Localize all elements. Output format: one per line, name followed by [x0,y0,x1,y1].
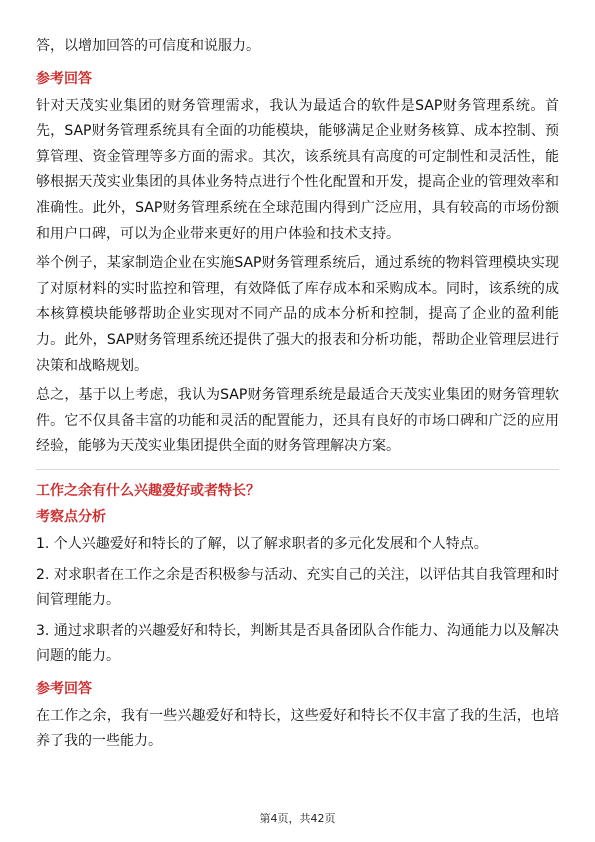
analysis-point-1: 1. 个人兴趣爱好和特长的了解，以了解求职者的多元化发展和个人特点。 [36,535,488,552]
section-divider [36,469,559,470]
answer-paragraph-1: 针对天茂实业集团的财务管理需求，我认为最适合的软件是SAP财务管理系统。首先，SAP财务管理系统具有全面的功能模块，能够满足企业财务核算、成本控制、预算管理、资金管理等多方面的需求。其次，该系统具有高度的可定制性和灵活性，能够根据天茂实业集团的具体业务特点进行个性化配置和开发，提高企业的管理效率和准确性。此外，SAP财务管理系统在全球范围内得到广泛应用，具有较高的市场份额和用户口碑，可以为企业带来更好的用户体验和技术支持。 [36,97,559,242]
answer-paragraph-2: 举个例子，某家制造企业在实施SAP财务管理系统后，通过系统的物料管理模块实现了对原材料的实时监控和管理，有效降低了库存成本和采购成本。同时，该系统的成本核算模块能够帮助企业实现对不同产品的成本分析和控制，提高了企业的盈利能力。此外，SAP财务管理系统还提供了强大的报表和分析功能，帮助企业管理层进行决策和战略规划。 [36,255,559,374]
answer-paragraph-4: 在工作之余，我有一些兴趣爱好和特长，这些爱好和特长不仅丰富了我的生活，也培养了我的一些能力。 [36,707,559,750]
page-number: 第4页，共42页 [259,812,336,825]
analysis-point-3: 3. 通过求职者的兴趣爱好和特长，判断其是否具备团队合作能力、沟通能力以及解决问题的能力。 [36,622,559,665]
intro-text: 答，以增加回答的可信度和说服力。 [36,38,260,54]
question-heading: 工作之余有什么兴趣爱好或者特长？ [36,482,260,499]
answer-paragraph-3: 总之，基于以上考虑，我认为SAP财务管理系统是最适合天茂实业集团的财务管理软件。它不仅具备丰富的功能和灵活的配置能力，还具有良好的市场口碑和广泛的应用经验，能够为天茂实业集团提供全面的财务管理解决方案。 [36,387,559,455]
analysis-heading: 考察点分析 [36,508,106,525]
reference-answer-heading: 参考回答 [36,70,92,87]
page-content [36,34,559,759]
reference-answer-heading-2: 参考回答 [36,680,92,697]
analysis-point-2: 2. 对求职者在工作之余是否积极参与活动、充实自己的关注，以评估其自我管理和时间管理能力。 [36,566,559,609]
